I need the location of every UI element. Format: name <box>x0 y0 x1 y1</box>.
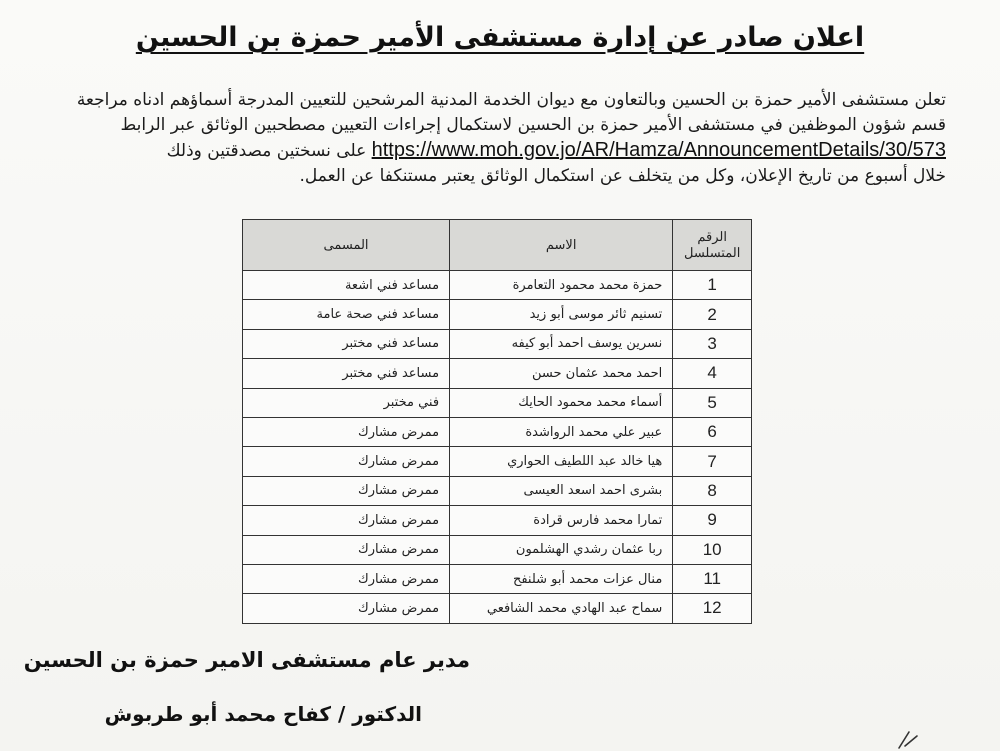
row-title: ممرض مشارك <box>243 447 450 476</box>
row-title: ممرض مشارك <box>243 594 450 623</box>
row-number: 8 <box>673 476 752 505</box>
table-row <box>243 388 752 417</box>
announcement-body <box>46 88 946 189</box>
row-number: 7 <box>673 447 752 476</box>
table-row <box>243 359 752 388</box>
row-name: احمد محمد عثمان حسن <box>450 359 673 388</box>
row-name: بشرى احمد اسعد العيسى <box>450 476 673 505</box>
row-title: مساعد فني صحة عامة <box>243 300 450 329</box>
row-title: ممرض مشارك <box>243 535 450 564</box>
intro-line-3-tail: على نسختين مصدقتين وذلك <box>166 141 367 161</box>
intro-line-3 <box>46 138 946 164</box>
table-row <box>243 329 752 358</box>
table-row <box>243 417 752 446</box>
table-row <box>243 506 752 535</box>
row-name: أسماء محمد محمود الحايك <box>450 388 673 417</box>
row-number: 11 <box>673 564 752 593</box>
row-title: مساعد فني مختبر <box>243 329 450 358</box>
table-header-row <box>243 220 752 271</box>
row-title: ممرض مشارك <box>243 476 450 505</box>
row-name: تمارا محمد فارس قرادة <box>450 506 673 535</box>
row-name: نسرين يوسف احمد أبو كيفه <box>450 329 673 358</box>
announcement-title: اعلان صادر عن إدارة مستشفى الأمير حمزة بن الحسين <box>135 22 865 53</box>
table-body <box>243 271 752 624</box>
row-number: 2 <box>673 300 752 329</box>
pen-mark-icon <box>895 728 925 750</box>
row-title: ممرض مشارك <box>243 564 450 593</box>
row-name: سماح عبد الهادي محمد الشافعي <box>450 594 673 623</box>
signature-position: مدير عام مستشفى الامير حمزة بن الحسين <box>23 648 470 672</box>
row-name: حمزة محمد محمود التعامرة <box>450 271 673 300</box>
row-title: مساعد فني مختبر <box>243 359 450 388</box>
row-name: عبير علي محمد الرواشدة <box>450 417 673 446</box>
table-row <box>243 300 752 329</box>
intro-line-1: تعلن مستشفى الأمير حمزة بن الحسين وبالتعاون مع ديوان الخدمة المدنية المرشحين للتعيين المدرجة أسماؤهم ادناه مراجعة <box>76 90 946 110</box>
row-number: 12 <box>673 594 752 623</box>
table-row <box>243 535 752 564</box>
table-row <box>243 271 752 300</box>
table-row <box>243 564 752 593</box>
row-name: تسنيم ثائر موسى أبو زيد <box>450 300 673 329</box>
header-number: الرقم المتسلسل <box>673 220 752 271</box>
row-title: ممرض مشارك <box>243 417 450 446</box>
row-title: فني مختبر <box>243 388 450 417</box>
table-row <box>243 476 752 505</box>
row-number: 3 <box>673 329 752 358</box>
row-name: ربا عثمان رشدي الهشلمون <box>450 535 673 564</box>
row-name: هيا خالد عبد اللطيف الحواري <box>450 447 673 476</box>
row-number: 6 <box>673 417 752 446</box>
announcement-link[interactable]: https://www.moh.gov.jo/AR/Hamza/AnnouncementDetails/30/573 <box>371 139 946 161</box>
candidates-table <box>242 219 752 624</box>
row-name: منال عزات محمد أبو شلنفح <box>450 564 673 593</box>
table-row <box>243 447 752 476</box>
intro-line-4: خلال أسبوع من تاريخ الإعلان، وكل من يتخلف عن استكمال الوثائق يعتبر مستنكفا عن العمل. <box>299 166 946 186</box>
row-number: 1 <box>673 271 752 300</box>
row-title: مساعد فني اشعة <box>243 271 450 300</box>
row-title: ممرض مشارك <box>243 506 450 535</box>
signature-name: الدكتور / كفاح محمد أبو طربوش <box>104 702 422 726</box>
row-number: 4 <box>673 359 752 388</box>
row-number: 9 <box>673 506 752 535</box>
row-number: 5 <box>673 388 752 417</box>
table-row <box>243 594 752 623</box>
header-name: الاسم <box>450 220 673 271</box>
header-title: المسمى <box>243 220 450 271</box>
intro-line-2: قسم شؤون الموظفين في مستشفى الأمير حمزة بن الحسين لاستكمال إجراءات التعيين مصطحبين الوثائق عبر الرابط <box>120 115 946 135</box>
row-number: 10 <box>673 535 752 564</box>
